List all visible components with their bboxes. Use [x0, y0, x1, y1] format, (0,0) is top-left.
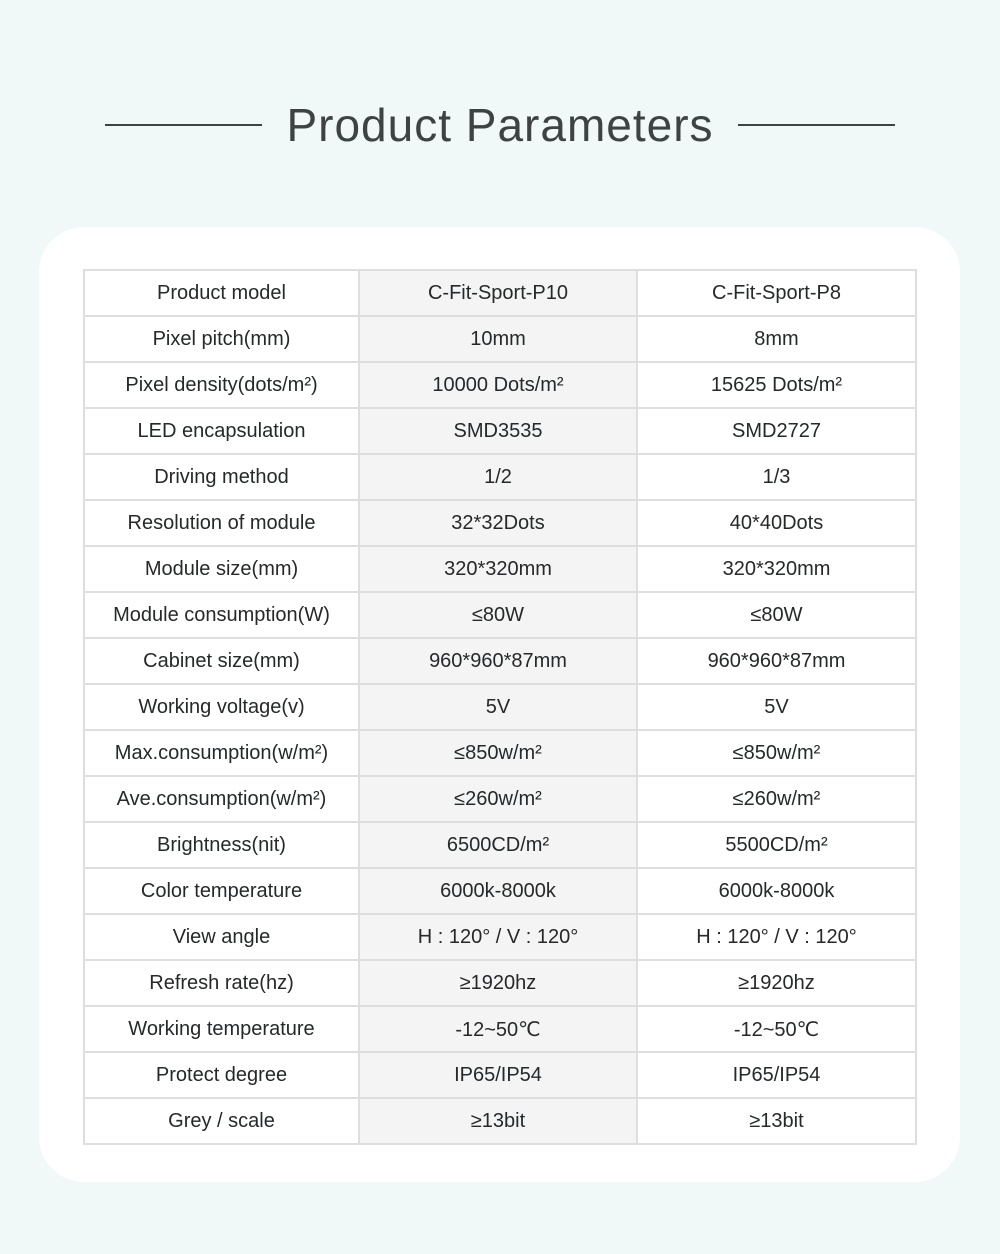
table-row [84, 776, 916, 822]
p8-value-cell: 960*960*87mm [637, 638, 916, 684]
p8-value-cell: ≤80W [637, 592, 916, 638]
table-row [84, 822, 916, 868]
p8-value-cell: 40*40Dots [637, 500, 916, 546]
parameter-label-cell: Cabinet size(mm) [84, 638, 359, 684]
p8-value-cell: C-Fit-Sport-P8 [637, 270, 916, 316]
parameter-label-cell: LED encapsulation [84, 408, 359, 454]
table-row [84, 868, 916, 914]
p10-value-cell: 6000k-8000k [359, 868, 637, 914]
p8-value-cell: ≥1920hz [637, 960, 916, 1006]
p10-value-cell: H : 120° / V : 120° [359, 914, 637, 960]
parameters-card [39, 227, 960, 1182]
table-row [84, 1098, 916, 1144]
table-row [84, 684, 916, 730]
parameters-table [83, 269, 917, 1145]
parameter-label-cell: Refresh rate(hz) [84, 960, 359, 1006]
table-row [84, 454, 916, 500]
p10-value-cell: ≤80W [359, 592, 637, 638]
p8-value-cell: 6000k-8000k [637, 868, 916, 914]
p10-value-cell: 960*960*87mm [359, 638, 637, 684]
p8-value-cell: 5V [637, 684, 916, 730]
parameter-label-cell: Resolution of module [84, 500, 359, 546]
table-row [84, 592, 916, 638]
p10-value-cell: 320*320mm [359, 546, 637, 592]
parameter-label-cell: Ave.consumption(w/m²) [84, 776, 359, 822]
parameters-table-body [84, 270, 916, 1144]
parameter-label-cell: Working temperature [84, 1006, 359, 1052]
table-row [84, 960, 916, 1006]
p8-value-cell: ≥13bit [637, 1098, 916, 1144]
p10-value-cell: ≥13bit [359, 1098, 637, 1144]
p10-value-cell: -12~50℃ [359, 1006, 637, 1052]
table-row [84, 270, 916, 316]
parameter-label-cell: Driving method [84, 454, 359, 500]
p8-value-cell: 15625 Dots/m² [637, 362, 916, 408]
table-row [84, 914, 916, 960]
table-row [84, 316, 916, 362]
p10-value-cell: C-Fit-Sport-P10 [359, 270, 637, 316]
parameter-label-cell: Pixel pitch(mm) [84, 316, 359, 362]
parameter-label-cell: Protect degree [84, 1052, 359, 1098]
parameter-label-cell: Module consumption(W) [84, 592, 359, 638]
p10-value-cell: 32*32Dots [359, 500, 637, 546]
p10-value-cell: IP65/IP54 [359, 1052, 637, 1098]
parameter-label-cell: Module size(mm) [84, 546, 359, 592]
table-row [84, 362, 916, 408]
p10-value-cell: ≤850w/m² [359, 730, 637, 776]
title-left-rule [105, 124, 262, 126]
p10-value-cell: 1/2 [359, 454, 637, 500]
p10-value-cell: 10000 Dots/m² [359, 362, 637, 408]
p8-value-cell: ≤260w/m² [637, 776, 916, 822]
parameter-label-cell: Pixel density(dots/m²) [84, 362, 359, 408]
p10-value-cell: ≤260w/m² [359, 776, 637, 822]
parameter-label-cell: View angle [84, 914, 359, 960]
p8-value-cell: 5500CD/m² [637, 822, 916, 868]
table-row [84, 546, 916, 592]
p10-value-cell: 10mm [359, 316, 637, 362]
p10-value-cell: ≥1920hz [359, 960, 637, 1006]
p10-value-cell: 6500CD/m² [359, 822, 637, 868]
parameter-label-cell: Grey / scale [84, 1098, 359, 1144]
p10-value-cell: SMD3535 [359, 408, 637, 454]
p8-value-cell: IP65/IP54 [637, 1052, 916, 1098]
parameter-label-cell: Product model [84, 270, 359, 316]
p8-value-cell: -12~50℃ [637, 1006, 916, 1052]
title-right-rule [738, 124, 895, 126]
table-row [84, 638, 916, 684]
p8-value-cell: SMD2727 [637, 408, 916, 454]
p8-value-cell: H : 120° / V : 120° [637, 914, 916, 960]
parameter-label-cell: Brightness(nit) [84, 822, 359, 868]
p8-value-cell: 1/3 [637, 454, 916, 500]
p8-value-cell: ≤850w/m² [637, 730, 916, 776]
table-row [84, 408, 916, 454]
p10-value-cell: 5V [359, 684, 637, 730]
table-row [84, 500, 916, 546]
table-row [84, 1052, 916, 1098]
parameter-label-cell: Color temperature [84, 868, 359, 914]
parameter-label-cell: Working voltage(v) [84, 684, 359, 730]
p8-value-cell: 8mm [637, 316, 916, 362]
section-header [0, 98, 1000, 152]
table-row [84, 1006, 916, 1052]
table-row [84, 730, 916, 776]
parameter-label-cell: Max.consumption(w/m²) [84, 730, 359, 776]
p8-value-cell: 320*320mm [637, 546, 916, 592]
page-title: Product Parameters [286, 99, 714, 151]
